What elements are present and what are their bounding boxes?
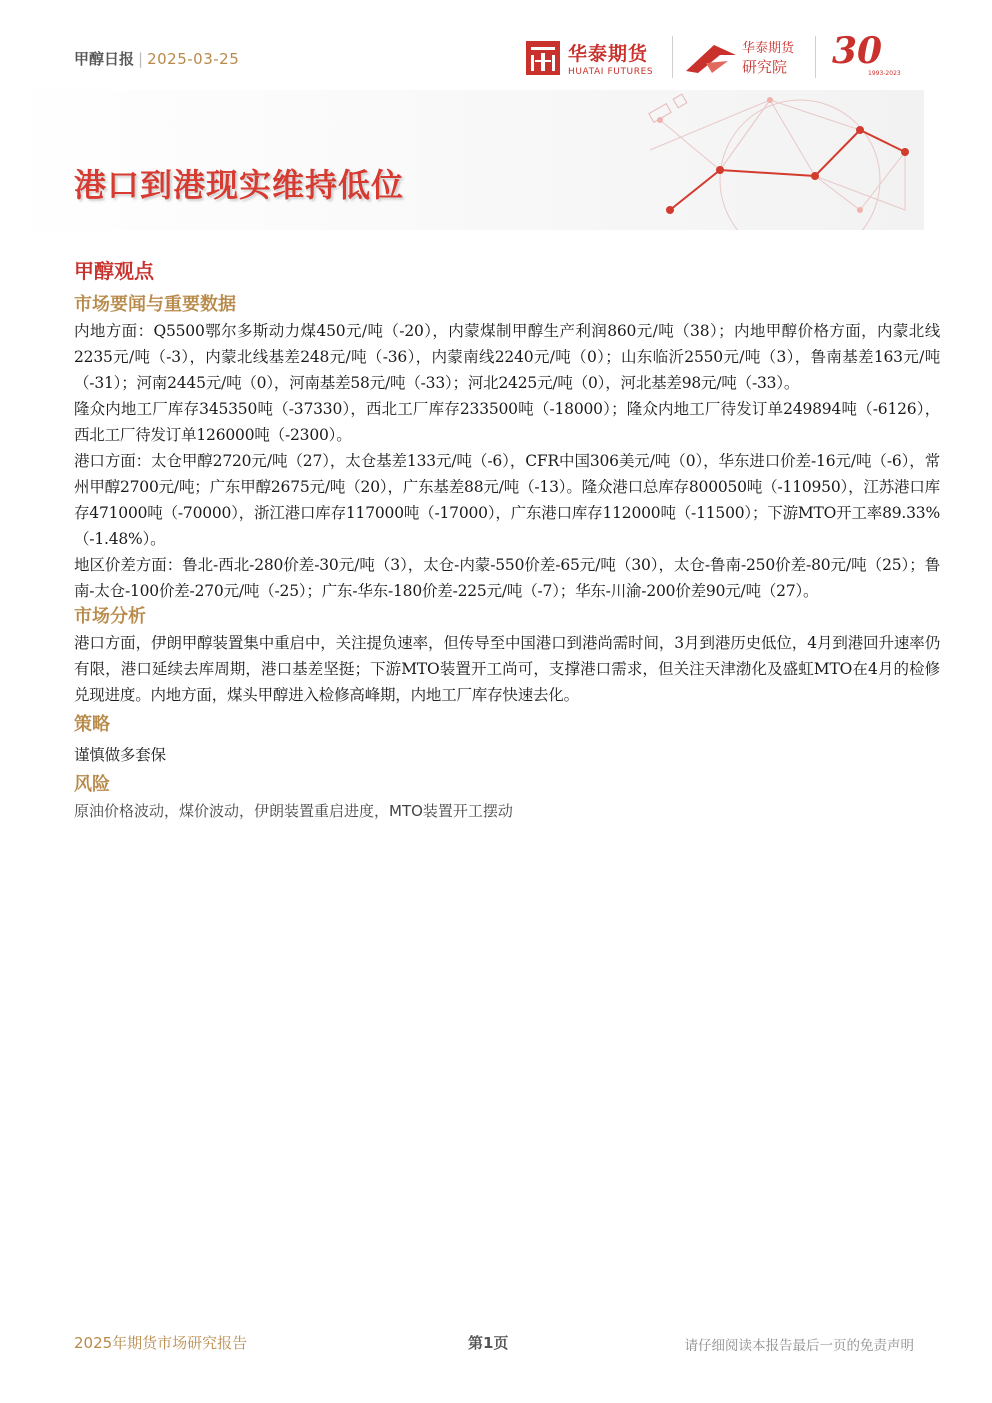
- header-separator: |: [138, 50, 144, 68]
- institute-wing-icon: [684, 41, 738, 75]
- analysis-heading: 市场分析: [74, 606, 146, 627]
- network-graphic-icon: [620, 90, 924, 230]
- anniversary-logo: [832, 30, 910, 80]
- institute-line2: 研究院: [742, 58, 788, 76]
- institute-logo: [684, 34, 794, 82]
- market-news-heading: 市场要闻与重要数据: [74, 294, 236, 315]
- inland-inventory-paragraph: 隆众内地工厂库存345350吨（-37330），西北工厂库存233500吨（-18000）；隆众内地工厂待发订单249894吨（-6126），西北工厂待发订单126000吨（-2300）。: [74, 400, 940, 444]
- page-title: 港口到港现实维持低位: [74, 166, 405, 204]
- huatai-logo: [526, 34, 653, 82]
- footer-report-name: 2025年期货市场研究报告: [74, 1334, 248, 1352]
- report-content: [74, 256, 940, 824]
- port-paragraph: 港口方面：太仓甲醇2720元/吨（27），太仓基差133元/吨（-6），CFR中国306美元/吨（0），华东进口价差-16元/吨（-6），常州甲醇2700元/吨；广东甲醇2675元/吨（20），广东基差88元/吨（-13）。隆众港口总库存800050吨（-110950），江苏港口库存471000吨（-70000），浙江港口库存117000吨（-17000），广东港口库存112000吨（-11500）；下游MTO开工率89.33%（-1.48%）。: [74, 452, 940, 548]
- disclaimer-note: 请仔细阅读本报告最后一页的免责声明: [684, 1338, 914, 1354]
- header-divider-2: [815, 36, 816, 78]
- report-header: [74, 48, 239, 69]
- logo-cn-text: 华泰期货: [568, 43, 649, 65]
- page-number: 第1页: [468, 1334, 509, 1352]
- report-type: 甲醇日报: [74, 50, 135, 68]
- institute-line1: 华泰期货: [742, 41, 795, 56]
- risk-paragraph: 原油价格波动，煤价波动，伊朗装置重启进度，MTO装置开工摆动: [74, 802, 513, 820]
- anniversary-number: 30: [832, 30, 883, 72]
- risk-heading: 风险: [74, 774, 110, 795]
- spread-paragraph: 地区价差方面：鲁北-西北-280价差-30元/吨（3），太仓-内蒙-550价差-65元/吨（30），太仓-鲁南-250价差-80元/吨（25）；鲁南-太仓-100价差-270元/吨（-25）；广东-华东-180价差-225元/吨（-7）；华东-川渝-200价差90元/吨（27）。: [74, 556, 940, 600]
- report-date: 2025-03-25: [147, 50, 240, 68]
- anniversary-years: 1993-2023: [868, 70, 901, 77]
- section-title: 甲醇观点: [74, 259, 154, 283]
- inland-paragraph: 内地方面：Q5500鄂尔多斯动力煤450元/吨（-20），内蒙煤制甲醇生产利润860元/吨（38）；内地甲醇价格方面，内蒙北线2235元/吨（-3），内蒙北线基差248元/吨（-36），内蒙南线2240元/吨（0）；山东临沂2550元/吨（3），鲁南基差163元/吨（-31）；河南2445元/吨（0），河南基差58元/吨（-33）；河北2425元/吨（0），河北基差98元/吨（-33）。: [74, 322, 940, 392]
- analysis-paragraph: 港口方面，伊朗甲醇装置集中重启中，关注提负速率，但传导至中国港口到港尚需时间，3月到港历史低位，4月到港回升速率仍有限，港口延续去库周期，港口基差坚挺；下游MTO装置开工尚可，支撑港口需求，但关注天津渤化及盛虹MTO在4月的检修兑现进度。内地方面，煤头甲醇进入检修高峰期，内地工厂库存快速去化。: [74, 634, 940, 704]
- huatai-logo-icon: [526, 41, 560, 75]
- strategy-paragraph: 谨慎做多套保: [74, 746, 166, 764]
- page-footer: [0, 1320, 992, 1403]
- logo-en-text: HUATAI FUTURES: [568, 67, 654, 77]
- header-divider: [672, 36, 673, 78]
- strategy-heading: 策略: [74, 714, 110, 735]
